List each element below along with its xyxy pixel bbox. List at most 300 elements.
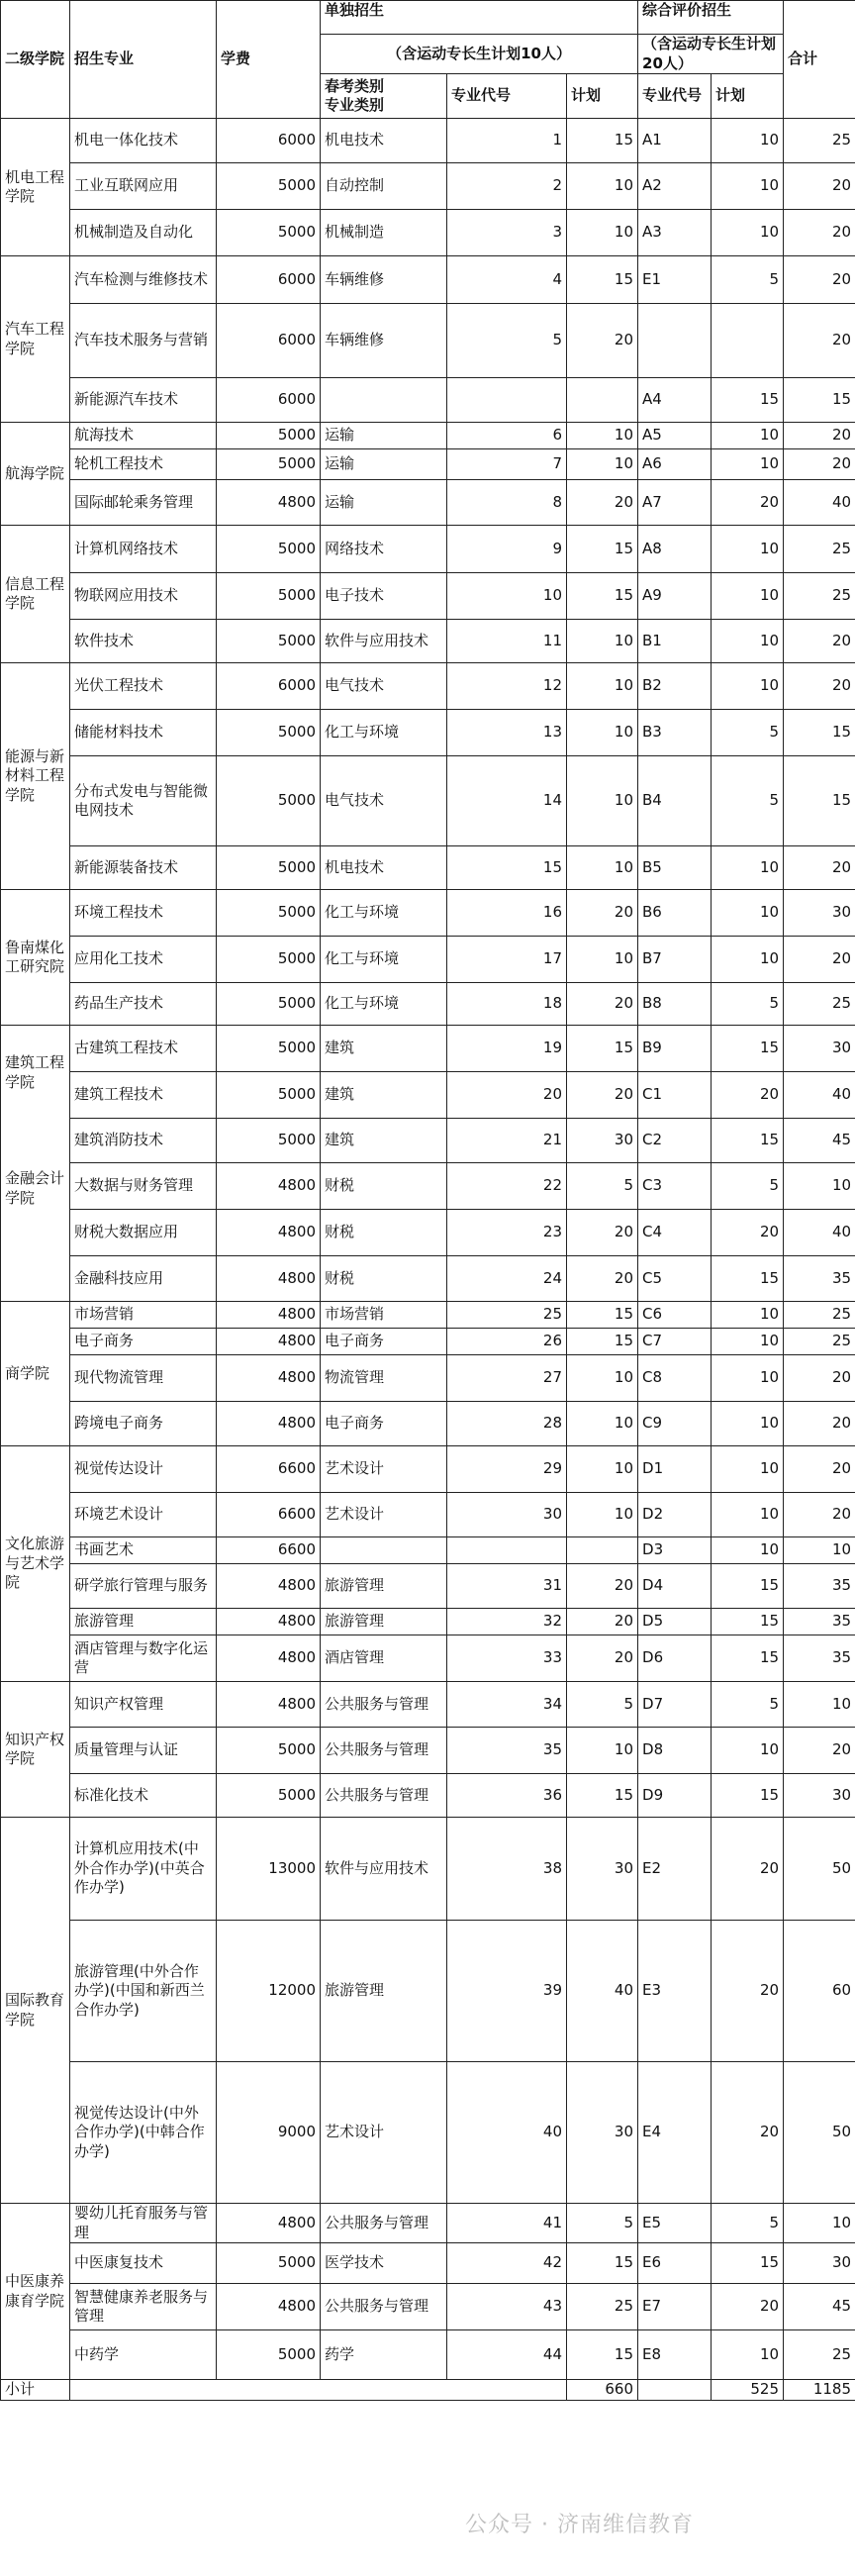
- header-comprehensive-enrollment: [638, 1, 784, 35]
- table-row: [1, 304, 855, 378]
- plan-cell: 5: [567, 1163, 638, 1210]
- comp-code-cell: E8: [638, 2330, 712, 2380]
- subtotal-blank: [70, 2380, 567, 2401]
- total-cell: 20: [784, 423, 855, 449]
- fee-cell: 5000: [217, 1026, 321, 1072]
- total-cell: 20: [784, 256, 855, 304]
- table-row: [1, 449, 855, 480]
- exam-category-cell: [321, 1537, 447, 1564]
- code-cell: 5: [447, 304, 567, 378]
- exam-category-cell: 建筑: [321, 1026, 447, 1072]
- fee-cell: 5000: [217, 890, 321, 937]
- college-cell: 知识产权学院: [1, 1682, 70, 1818]
- code-cell: [447, 1537, 567, 1564]
- comp-note: （含运动专长生计划20人）: [638, 35, 784, 74]
- table-row: [1, 1537, 855, 1564]
- comp-plan-cell: 10: [712, 573, 784, 620]
- header-college: 二级学院: [1, 1, 70, 119]
- plan-cell: 20: [567, 1564, 638, 1609]
- exam-category-cell: 公共服务与管理: [321, 1774, 447, 1818]
- comp-plan-cell: 20: [712, 2062, 784, 2204]
- fee-cell: 6000: [217, 663, 321, 710]
- major-cell: 计算机网络技术: [70, 526, 217, 573]
- major-cell: 智慧健康养老服务与管理: [70, 2284, 217, 2330]
- total-cell: 25: [784, 1329, 855, 1355]
- college-cell: 国际教育学院: [1, 1818, 70, 2204]
- code-cell: 7: [447, 449, 567, 480]
- exam-category-cell: 艺术设计: [321, 1493, 447, 1537]
- comp-plan-cell: 10: [712, 1446, 784, 1493]
- comp-code-cell: A2: [638, 163, 712, 210]
- table-row: [1, 2243, 855, 2284]
- fee-cell: 4800: [217, 1355, 321, 1402]
- code-cell: 39: [447, 1921, 567, 2062]
- plan-cell: 10: [567, 937, 638, 983]
- comp-plan-cell: 10: [712, 1537, 784, 1564]
- table-row: [1, 2330, 855, 2380]
- exam-category-cell: 艺术设计: [321, 2062, 447, 2204]
- comp-code-cell: D4: [638, 1564, 712, 1609]
- major-cell: 建筑工程技术: [70, 1072, 217, 1119]
- fee-cell: 4800: [217, 1635, 321, 1682]
- code-cell: 23: [447, 1210, 567, 1256]
- comp-code-cell: B6: [638, 890, 712, 937]
- total-cell: 10: [784, 2204, 855, 2243]
- fee-cell: 5000: [217, 573, 321, 620]
- exam-category-cell: 公共服务与管理: [321, 1682, 447, 1728]
- exam-category-cell: 电子技术: [321, 573, 447, 620]
- table-row: [1, 1609, 855, 1635]
- code-cell: 22: [447, 1163, 567, 1210]
- code-cell: 24: [447, 1256, 567, 1302]
- plan-cell: 20: [567, 1210, 638, 1256]
- comp-plan-cell: 20: [712, 1818, 784, 1921]
- major-cell: 计算机应用技术(中外合作办学)(中英合作办学): [70, 1818, 217, 1921]
- fee-cell: 4800: [217, 1402, 321, 1446]
- comp-plan-cell: 15: [712, 1119, 784, 1163]
- comp-plan-cell: 10: [712, 449, 784, 480]
- total-cell: 30: [784, 1774, 855, 1818]
- total-cell: 50: [784, 2062, 855, 2204]
- plan-cell: 10: [567, 423, 638, 449]
- major-cell: 汽车检测与维修技术: [70, 256, 217, 304]
- college-cell: 建筑工程学院 金融会计学院: [1, 1026, 70, 1302]
- code-cell: 43: [447, 2284, 567, 2330]
- total-cell: 20: [784, 1728, 855, 1774]
- subtotal-label: 小计: [1, 2380, 70, 2401]
- college-cell: 汽车工程学院: [1, 256, 70, 423]
- major-cell: 现代物流管理: [70, 1355, 217, 1402]
- code-cell: 15: [447, 846, 567, 890]
- code-cell: 34: [447, 1682, 567, 1728]
- code-cell: 25: [447, 1302, 567, 1329]
- comp-code-cell: C1: [638, 1072, 712, 1119]
- total-cell: 40: [784, 1210, 855, 1256]
- major-cell: 金融科技应用: [70, 1256, 217, 1302]
- comp-code-cell: C2: [638, 1119, 712, 1163]
- major-cell: 机电一体化技术: [70, 119, 217, 163]
- comp-code-cell: [638, 304, 712, 378]
- code-cell: 32: [447, 1609, 567, 1635]
- comp-code-cell: E2: [638, 1818, 712, 1921]
- fee-cell: 6000: [217, 119, 321, 163]
- fee-cell: 5000: [217, 710, 321, 756]
- table-row: [1, 1818, 855, 1921]
- exam-category-cell: 车辆维修: [321, 304, 447, 378]
- major-cell: 中医康复技术: [70, 2243, 217, 2284]
- table-row: [1, 620, 855, 663]
- comp-code-cell: B9: [638, 1026, 712, 1072]
- plan-cell: 10: [567, 1493, 638, 1537]
- total-cell: 40: [784, 1072, 855, 1119]
- exam-category-cell: 财税: [321, 1210, 447, 1256]
- comp-plan-cell: 15: [712, 2243, 784, 2284]
- comp-plan-cell: 15: [712, 378, 784, 423]
- total-cell: 35: [784, 1256, 855, 1302]
- college-cell: 机电工程学院: [1, 119, 70, 256]
- comp-plan-cell: 20: [712, 1210, 784, 1256]
- exam-category-cell: 公共服务与管理: [321, 1728, 447, 1774]
- total-cell: 25: [784, 2330, 855, 2380]
- code-cell: 1: [447, 119, 567, 163]
- fee-cell: 5000: [217, 1119, 321, 1163]
- exam-category-cell: 公共服务与管理: [321, 2284, 447, 2330]
- plan-cell: 10: [567, 663, 638, 710]
- code-cell: 41: [447, 2204, 567, 2243]
- exam-category-cell: 建筑: [321, 1119, 447, 1163]
- code-cell: 36: [447, 1774, 567, 1818]
- code-cell: 10: [447, 573, 567, 620]
- comp-code-cell: A5: [638, 423, 712, 449]
- exam-type-line1: 春考类别: [325, 76, 385, 95]
- table-row: [1, 2062, 855, 2204]
- exam-category-cell: 电子商务: [321, 1402, 447, 1446]
- plan-cell: 10: [567, 620, 638, 663]
- plan-cell: 10: [567, 1728, 638, 1774]
- comp-code-cell: C3: [638, 1163, 712, 1210]
- comp-code-cell: C6: [638, 1302, 712, 1329]
- total-cell: 45: [784, 1119, 855, 1163]
- watermark: 公众号 · 济南维信教育: [465, 2513, 694, 2537]
- major-cell: 药品生产技术: [70, 983, 217, 1026]
- major-cell: 分布式发电与智能微电网技术: [70, 756, 217, 846]
- plan-cell: 20: [567, 304, 638, 378]
- fee-cell: 5000: [217, 756, 321, 846]
- comp-code-cell: B7: [638, 937, 712, 983]
- code-cell: 27: [447, 1355, 567, 1402]
- comp-plan-cell: 10: [712, 1329, 784, 1355]
- table-row: [1, 573, 855, 620]
- comp-code-cell: D2: [638, 1493, 712, 1537]
- fee-cell: 5000: [217, 1728, 321, 1774]
- table-row: [1, 1355, 855, 1402]
- plan-cell: 20: [567, 480, 638, 526]
- comp-plan-cell: 5: [712, 983, 784, 1026]
- fee-cell: 5000: [217, 983, 321, 1026]
- fee-cell: 4800: [217, 1609, 321, 1635]
- comp-plan-cell: 10: [712, 1493, 784, 1537]
- table-row: [1, 1163, 855, 1210]
- total-cell: 20: [784, 663, 855, 710]
- code-cell: 19: [447, 1026, 567, 1072]
- fee-cell: 4800: [217, 2204, 321, 2243]
- fee-cell: 6600: [217, 1493, 321, 1537]
- code-cell: 9: [447, 526, 567, 573]
- code-cell: 16: [447, 890, 567, 937]
- total-cell: 25: [784, 573, 855, 620]
- comp-plan-cell: 15: [712, 1564, 784, 1609]
- plan-cell: [567, 1537, 638, 1564]
- comp-code-cell: D3: [638, 1537, 712, 1564]
- exam-category-cell: 建筑: [321, 1072, 447, 1119]
- major-cell: 市场营销: [70, 1302, 217, 1329]
- comp-plan-cell: 15: [712, 1635, 784, 1682]
- header-major: 招生专业: [70, 1, 217, 119]
- total-cell: 20: [784, 449, 855, 480]
- plan-cell: 30: [567, 2062, 638, 2204]
- fee-cell: 5000: [217, 1072, 321, 1119]
- comp-code-cell: A4: [638, 378, 712, 423]
- code-cell: 26: [447, 1329, 567, 1355]
- total-cell: 15: [784, 378, 855, 423]
- comp-code-cell: A7: [638, 480, 712, 526]
- plan-cell: 20: [567, 1072, 638, 1119]
- major-cell: 建筑消防技术: [70, 1119, 217, 1163]
- fee-cell: 4800: [217, 1302, 321, 1329]
- header-total: 合计: [784, 1, 855, 119]
- comp-code-cell: E3: [638, 1921, 712, 2062]
- comp-plan-cell: 10: [712, 526, 784, 573]
- exam-category-cell: 软件与应用技术: [321, 620, 447, 663]
- exam-category-cell: 旅游管理: [321, 1564, 447, 1609]
- total-cell: 25: [784, 1302, 855, 1329]
- major-cell: 新能源汽车技术: [70, 378, 217, 423]
- table-row: [1, 890, 855, 937]
- code-cell: 31: [447, 1564, 567, 1609]
- comp-code-cell: A3: [638, 210, 712, 256]
- total-cell: 15: [784, 710, 855, 756]
- code-cell: 12: [447, 663, 567, 710]
- table-row: [1, 2204, 855, 2243]
- comp-plan-cell: 20: [712, 2284, 784, 2330]
- total-cell: 50: [784, 1818, 855, 1921]
- total-cell: 25: [784, 119, 855, 163]
- comp-plan-cell: 20: [712, 1921, 784, 2062]
- comp-code-cell: C9: [638, 1402, 712, 1446]
- code-cell: 6: [447, 423, 567, 449]
- total-cell: 20: [784, 163, 855, 210]
- fee-cell: 5000: [217, 423, 321, 449]
- comp-title: 综合评价招生: [642, 1, 732, 19]
- plan-cell: 20: [567, 1256, 638, 1302]
- plan-cell: 30: [567, 1818, 638, 1921]
- code-cell: 18: [447, 983, 567, 1026]
- plan-cell: 5: [567, 1682, 638, 1728]
- fee-cell: 5000: [217, 2330, 321, 2380]
- major-cell: 机械制造及自动化: [70, 210, 217, 256]
- major-cell: 视觉传达设计(中外合作办学)(中韩合作办学): [70, 2062, 217, 2204]
- comp-plan-cell: 20: [712, 1072, 784, 1119]
- comp-code-cell: D7: [638, 1682, 712, 1728]
- comp-plan-cell: 10: [712, 846, 784, 890]
- major-cell: 国际邮轮乘务管理: [70, 480, 217, 526]
- exam-category-cell: 财税: [321, 1256, 447, 1302]
- fee-cell: 6000: [217, 304, 321, 378]
- plan-cell: 15: [567, 1026, 638, 1072]
- exam-category-cell: 医学技术: [321, 2243, 447, 2284]
- college-cell: 信息工程学院: [1, 526, 70, 663]
- total-cell: 30: [784, 890, 855, 937]
- code-cell: 44: [447, 2330, 567, 2380]
- exam-category-cell: 酒店管理: [321, 1635, 447, 1682]
- plan-cell: 30: [567, 1119, 638, 1163]
- plan-cell: 10: [567, 210, 638, 256]
- plan-cell: 20: [567, 1609, 638, 1635]
- exam-category-cell: 化工与环境: [321, 890, 447, 937]
- fee-cell: 4800: [217, 1163, 321, 1210]
- major-cell: 航海技术: [70, 423, 217, 449]
- major-cell: 财税大数据应用: [70, 1210, 217, 1256]
- fee-cell: 9000: [217, 2062, 321, 2204]
- comp-plan-cell: 5: [712, 2204, 784, 2243]
- major-cell: 环境工程技术: [70, 890, 217, 937]
- major-cell: 汽车技术服务与营销: [70, 304, 217, 378]
- comp-code-cell: E4: [638, 2062, 712, 2204]
- table-row: [1, 256, 855, 304]
- comp-plan-cell: 5: [712, 1682, 784, 1728]
- comp-code-cell: B2: [638, 663, 712, 710]
- exam-category-cell: 软件与应用技术: [321, 1818, 447, 1921]
- table-row: [1, 1921, 855, 2062]
- table-row: [1, 480, 855, 526]
- comp-plan-cell: 10: [712, 937, 784, 983]
- subtotal-comp-plan: 525: [712, 2380, 784, 2401]
- major-cell: 光伏工程技术: [70, 663, 217, 710]
- subtotal-plan: 660: [567, 2380, 638, 2401]
- plan-cell: [567, 378, 638, 423]
- college-cell: 航海学院: [1, 423, 70, 526]
- fee-cell: 5000: [217, 210, 321, 256]
- total-cell: 35: [784, 1635, 855, 1682]
- exam-category-cell: 市场营销: [321, 1302, 447, 1329]
- code-cell: 29: [447, 1446, 567, 1493]
- code-cell: 14: [447, 756, 567, 846]
- comp-plan-cell: 10: [712, 210, 784, 256]
- fee-cell: 6600: [217, 1446, 321, 1493]
- comp-code-cell: D6: [638, 1635, 712, 1682]
- total-cell: 30: [784, 1026, 855, 1072]
- comp-code-cell: B1: [638, 620, 712, 663]
- comp-code-cell: E6: [638, 2243, 712, 2284]
- comp-code-cell: A6: [638, 449, 712, 480]
- total-cell: 20: [784, 1446, 855, 1493]
- fee-cell: 4800: [217, 1329, 321, 1355]
- exam-category-cell: 财税: [321, 1163, 447, 1210]
- major-cell: 跨境电子商务: [70, 1402, 217, 1446]
- plan-cell: 15: [567, 2330, 638, 2380]
- header-exam-type: [321, 74, 447, 119]
- code-cell: 20: [447, 1072, 567, 1119]
- total-cell: 10: [784, 1682, 855, 1728]
- comp-plan-cell: 10: [712, 890, 784, 937]
- exam-category-cell: 化工与环境: [321, 710, 447, 756]
- major-cell: 旅游管理(中外合作办学)(中国和新西兰合作办学): [70, 1921, 217, 2062]
- plan-cell: 15: [567, 573, 638, 620]
- exam-category-cell: 旅游管理: [321, 1921, 447, 2062]
- exam-category-cell: [321, 378, 447, 423]
- fee-cell: 5000: [217, 449, 321, 480]
- exam-category-cell: 车辆维修: [321, 256, 447, 304]
- table-row: [1, 119, 855, 163]
- exam-category-cell: 化工与环境: [321, 937, 447, 983]
- major-cell: 储能材料技术: [70, 710, 217, 756]
- major-cell: 古建筑工程技术: [70, 1026, 217, 1072]
- plan-cell: 40: [567, 1921, 638, 2062]
- exam-category-cell: 艺术设计: [321, 1446, 447, 1493]
- major-cell: 物联网应用技术: [70, 573, 217, 620]
- code-cell: 2: [447, 163, 567, 210]
- fee-cell: 13000: [217, 1818, 321, 1921]
- plan-cell: 10: [567, 756, 638, 846]
- major-cell: 旅游管理: [70, 1609, 217, 1635]
- comp-plan-cell: 5: [712, 756, 784, 846]
- comp-plan-cell: 10: [712, 423, 784, 449]
- total-cell: 40: [784, 480, 855, 526]
- code-cell: 17: [447, 937, 567, 983]
- comp-plan-cell: 15: [712, 1609, 784, 1635]
- table-row: [1, 937, 855, 983]
- total-cell: 25: [784, 983, 855, 1026]
- total-cell: 25: [784, 526, 855, 573]
- comp-code-cell: D8: [638, 1728, 712, 1774]
- plan-cell: 10: [567, 163, 638, 210]
- table-row: [1, 1072, 855, 1119]
- code-cell: [447, 378, 567, 423]
- total-cell: 20: [784, 1355, 855, 1402]
- plan-cell: 15: [567, 256, 638, 304]
- comp-plan-cell: 20: [712, 480, 784, 526]
- code-cell: 13: [447, 710, 567, 756]
- fee-cell: 5000: [217, 620, 321, 663]
- table-row: [1, 1774, 855, 1818]
- header-comp-plan: 计划: [712, 74, 784, 119]
- subtotal-total: 1185: [784, 2380, 855, 2401]
- plan-cell: 15: [567, 1329, 638, 1355]
- total-cell: 15: [784, 756, 855, 846]
- exam-category-cell: 机电技术: [321, 846, 447, 890]
- table-row: [1, 423, 855, 449]
- header-code: 专业代号: [447, 74, 567, 119]
- table-row: [1, 1635, 855, 1682]
- total-cell: 20: [784, 620, 855, 663]
- comp-code-cell: B4: [638, 756, 712, 846]
- total-cell: 20: [784, 937, 855, 983]
- table-row: [1, 1728, 855, 1774]
- comp-code-cell: A8: [638, 526, 712, 573]
- comp-code-cell: C5: [638, 1256, 712, 1302]
- exam-category-cell: 运输: [321, 449, 447, 480]
- single-note: （含运动专长生计划10人）: [321, 35, 638, 74]
- exam-category-cell: 自动控制: [321, 163, 447, 210]
- major-cell: 轮机工程技术: [70, 449, 217, 480]
- code-cell: 11: [447, 620, 567, 663]
- fee-cell: 12000: [217, 1921, 321, 2062]
- table-row: [1, 756, 855, 846]
- header-plan: 计划: [567, 74, 638, 119]
- plan-cell: 10: [567, 1402, 638, 1446]
- major-cell: 中药学: [70, 2330, 217, 2380]
- plan-cell: 15: [567, 119, 638, 163]
